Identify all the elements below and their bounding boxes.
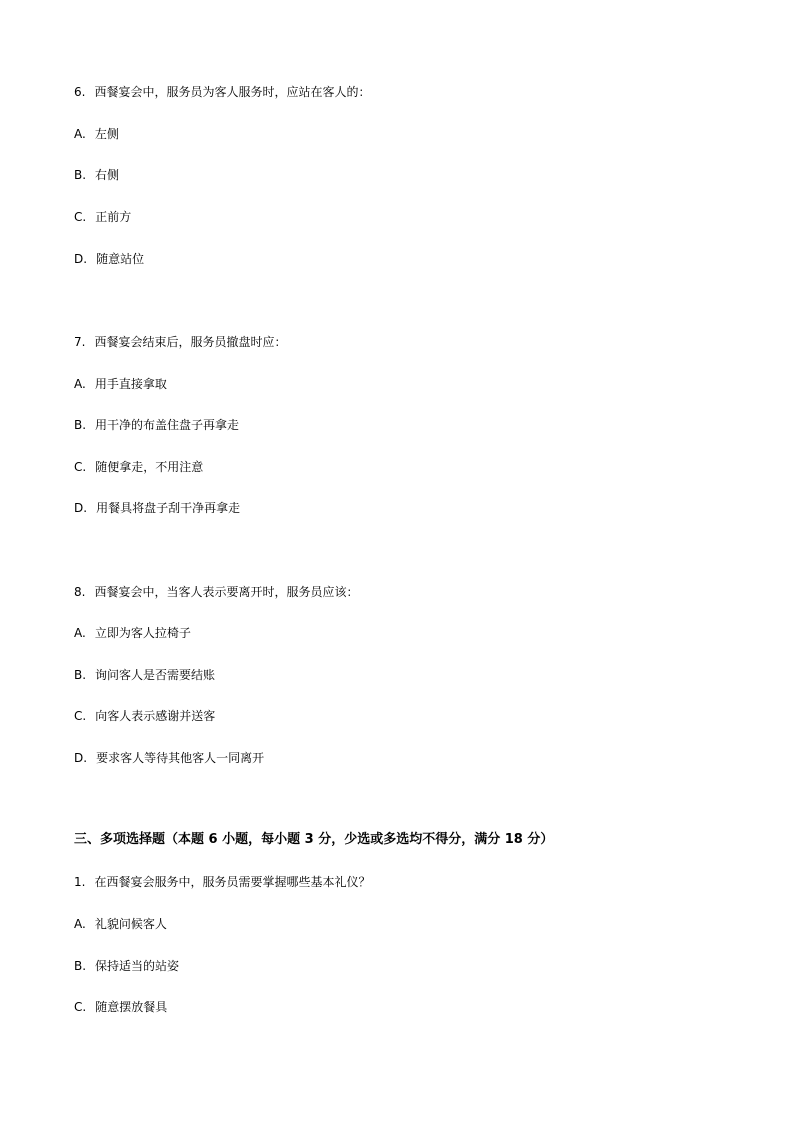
question-number: 1. (74, 875, 86, 889)
question-text: 在西餐宴会服务中，服务员需要掌握哪些基本礼仪？ (94, 875, 371, 889)
question-number: 6. (74, 85, 86, 99)
option-text: 立即为客人拉椅子 (94, 626, 191, 640)
option-d (74, 251, 144, 267)
option-c (74, 459, 203, 475)
option-text: 用手直接拿取 (94, 377, 167, 391)
option-b (74, 167, 119, 183)
question-7 (74, 334, 286, 350)
option-text: 用餐具将盘子刮干净再拿走 (96, 501, 241, 515)
option-a (74, 625, 191, 641)
option-c (74, 999, 167, 1015)
option-a (74, 916, 167, 932)
option-d (74, 500, 240, 516)
option-label: B. (74, 168, 87, 182)
option-text: 随意摆放餐具 (95, 1000, 168, 1014)
question-6 (74, 84, 370, 100)
option-label: D. (74, 751, 88, 765)
option-label: C. (74, 460, 87, 474)
option-label: B. (74, 959, 87, 973)
option-c (74, 209, 131, 225)
question-8 (74, 584, 358, 600)
option-label: A. (74, 626, 86, 640)
option-b (74, 667, 215, 683)
option-text: 左侧 (94, 127, 119, 141)
option-label: A. (74, 127, 86, 141)
option-text: 随意站位 (96, 252, 145, 266)
option-text: 用干净的布盖住盘子再拿走 (95, 418, 240, 432)
option-label: A. (74, 917, 86, 931)
option-label: B. (74, 668, 87, 682)
option-label: D. (74, 501, 88, 515)
option-label: D. (74, 252, 88, 266)
section-heading: 三、多项选择题（本题 6 小题，每小题 3 分，少选或多选均不得分，满分 18 分） (74, 832, 554, 847)
option-c (74, 708, 215, 724)
question-number: 7. (74, 335, 86, 349)
question-text: 西餐宴会结束后，服务员撤盘时应： (94, 335, 287, 349)
option-a (74, 376, 167, 392)
option-text: 询问客人是否需要结账 (95, 668, 216, 682)
option-text: 右侧 (95, 168, 120, 182)
option-label: A. (74, 377, 86, 391)
option-d (74, 750, 264, 766)
option-label: C. (74, 709, 87, 723)
option-b (74, 417, 239, 433)
option-label: C. (74, 210, 87, 224)
question-number: 8. (74, 585, 86, 599)
option-text: 正前方 (95, 210, 132, 224)
option-text: 随便拿走，不用注意 (95, 460, 204, 474)
question-text: 西餐宴会中，服务员为客人服务时，应站在客人的： (94, 85, 371, 99)
option-text: 要求客人等待其他客人一同离开 (96, 751, 265, 765)
option-label: B. (74, 418, 87, 432)
option-label: C. (74, 1000, 87, 1014)
option-text: 礼貌问候客人 (94, 917, 167, 931)
option-a (74, 126, 119, 142)
option-b (74, 958, 179, 974)
option-text: 向客人表示感谢并送客 (95, 709, 216, 723)
option-text: 保持适当的站姿 (95, 959, 180, 973)
multi-question-1 (74, 874, 370, 890)
question-text: 西餐宴会中，当客人表示要离开时，服务员应该： (94, 585, 359, 599)
